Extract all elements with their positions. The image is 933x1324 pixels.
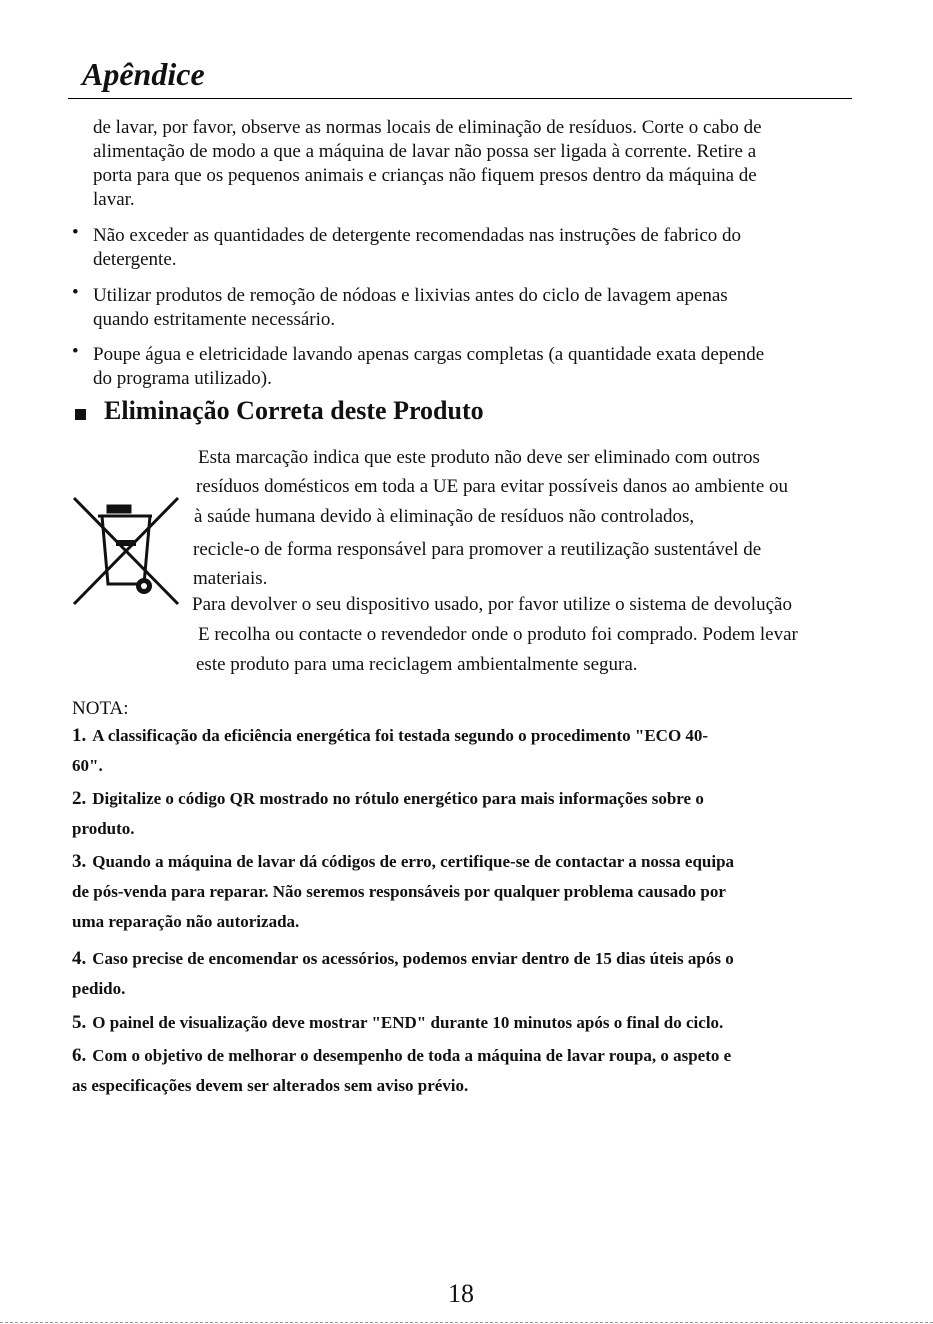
note-number: 3. [72,851,87,872]
section-line: à saúde humana devido à eliminação de resíduos não controlados, [194,506,695,527]
intro-line: alimentação de modo a que a máquina de lavar não possa ser ligada à corrente. Retire a [93,141,757,162]
note-line: uma reparação não autorizada. [72,912,300,931]
note-text: Digitalize o código QR mostrado no rótulo energético para mais informações sobre o [92,789,704,808]
note-line [72,1010,723,1036]
note-number: 5. [72,1012,87,1033]
bullet-line: Utilizar produtos de remoção de nódoas e lixivias antes do ciclo de lavagem apenas [93,285,728,306]
note-text: Quando a máquina de lavar dá códigos de erro, certifique-se de contactar a nossa equipa [92,852,735,871]
note-number: 6. [72,1045,87,1066]
page-title: Apêndice [82,56,205,92]
intro-line: de lavar, por favor, observe as normas locais de eliminação de resíduos. Corte o cabo de [93,117,762,138]
note-line [72,1043,731,1069]
note-line [72,723,708,749]
section-line: Esta marcação indica que este produto não deve ser eliminado com outros [198,447,760,468]
intro-line: lavar. [93,189,135,210]
bullet-line: Não exceder as quantidades de detergente recomendadas nas instruções de fabrico do [93,225,742,246]
bullet-line: detergente. [93,249,177,270]
bullet-line: quando estritamente necessário. [93,309,336,330]
bullet-marker: • [72,282,79,303]
section-line: materiais. [193,568,268,589]
heading-square-icon [75,409,86,420]
note-text: O painel de visualização deve mostrar "END" durante 10 minutos após o final do ciclo. [92,1013,724,1032]
note-line [72,946,734,972]
bullet-line: do programa utilizado). [93,368,272,389]
note-number: 2. [72,788,87,809]
note-line: pedido. [72,979,126,998]
section-line: Para devolver o seu dispositivo usado, por favor utilize o sistema de devolução [192,594,792,615]
note-line [72,786,704,812]
section-line: este produto para uma reciclagem ambientalmente segura. [196,654,638,675]
note-line [72,849,734,875]
note-number: 4. [72,948,87,969]
note-line: produto. [72,819,135,838]
section-line: resíduos domésticos em toda a UE para evitar possíveis danos ao ambiente ou [196,476,789,497]
section-line: E recolha ou contacte o revendedor onde o produto foi comprado. Podem levar [198,624,798,645]
intro-line: porta para que os pequenos animais e crianças não fiquem presos dentro da máquina de [93,165,757,186]
page-number: 18 [448,1279,474,1308]
note-line: de pós-venda para reparar. Não seremos responsáveis por qualquer problema causado por [72,882,726,901]
notes-label: NOTA: [72,698,129,719]
section-line: recicle-o de forma responsável para promover a reutilização sustentável de [193,539,762,560]
bullet-marker: • [72,222,79,243]
bottom-divider [0,1322,933,1323]
bullet-marker: • [72,341,79,362]
section-heading: Eliminação Correta deste Produto [104,396,484,425]
note-number: 1. [72,725,87,746]
note-text: Caso precise de encomendar os acessórios, podemos enviar dentro de 15 dias úteis após o [92,949,734,968]
note-text: Com o objetivo de melhorar o desempenho de toda a máquina de lavar roupa, o aspeto e [92,1046,732,1065]
bullet-line: Poupe água e eletricidade lavando apenas cargas completas (a quantidade exata depende [93,344,765,365]
title-divider [68,98,852,99]
note-text: A classificação da eficiência energética foi testada segundo o procedimento "ECO 40- [92,726,709,745]
crossed-out-wheelie-bin-icon [70,492,182,608]
note-line: as especificações devem ser alterados sem aviso prévio. [72,1076,469,1095]
note-line: 60". [72,756,103,775]
